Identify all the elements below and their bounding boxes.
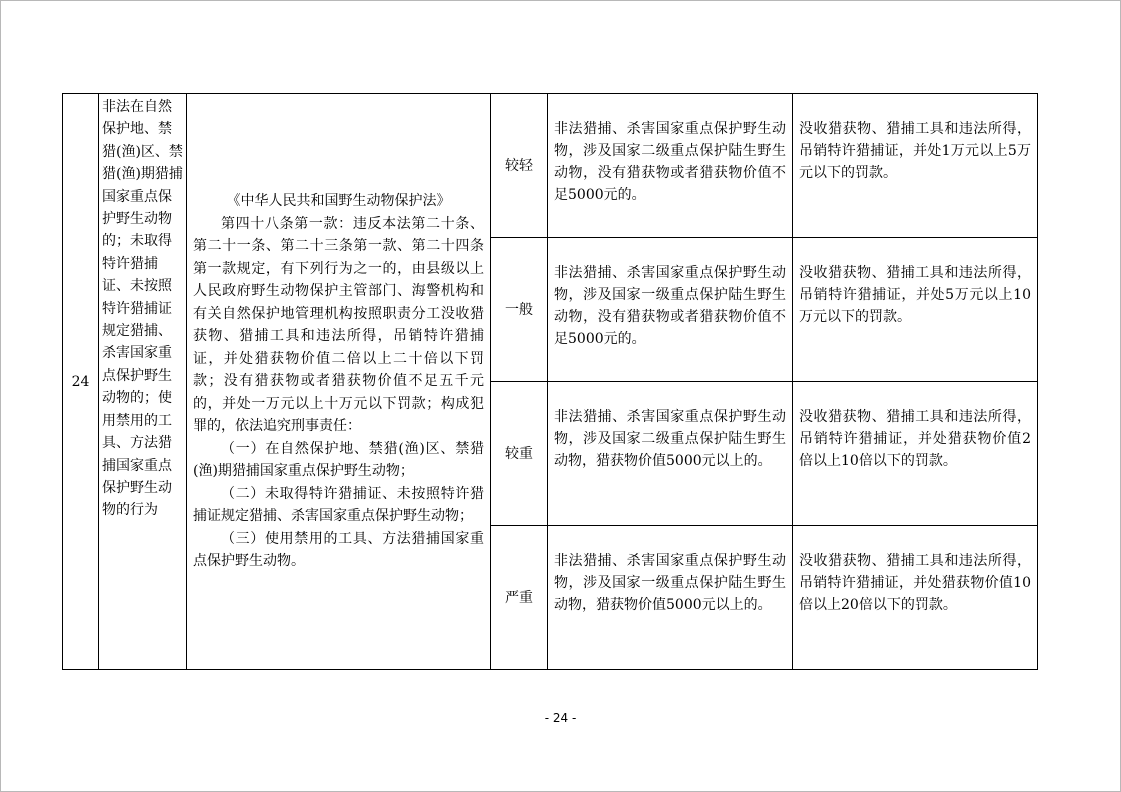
standard-text: 非法猎捕、杀害国家重点保护野生动物，涉及国家一级重点保护陆生野生动物，没有猎获物或者猎获物价值不足5000元的。 [554,265,786,347]
law-title: 《中华人民共和国野生动物保护法》 [226,193,451,210]
level-cell [491,238,548,382]
penalty-text: 没收猎获物、猎捕工具和违法所得，吊销特许猎捕证，并处猎获物价值2倍以上10倍以下的罚款。 [799,409,1031,469]
level-cell [491,526,548,670]
standard-text: 非法猎捕、杀害国家重点保护野生动物，涉及国家二级重点保护陆生野生动物，没有猎获物或者猎获物价值不足5000元的。 [554,121,786,203]
standard-cell [548,526,793,670]
row-number-cell [63,94,99,670]
law-article: 第四十八条第一款：违反本法第二十条、第二十一条、第二十三条第一款、第二十四条第一款规定，有下列行为之一的，由县级以上人民政府野生动物保护主管部门、海警机构和有关自然保护地管理机构按照职责分工没收猎获物、猎捕工具和违法所得，吊销特许猎捕证，并处猎获物价值二倍以上二十倍以下罚款；没有猎获物或者猎获物价值不足五千元的，并处一万元以上十万元以下罚款；构成犯罪的，依法追究刑事责任： [193,215,484,435]
level-label: 较轻 [505,157,533,174]
penalty-text: 没收猎获物、猎捕工具和违法所得，吊销特许猎捕证，并处猎获物价值10倍以上20倍以下的罚款。 [799,553,1031,613]
penalty-standard-table [62,93,1038,670]
behavior-cell [99,94,187,670]
penalty-text: 没收猎获物、猎捕工具和违法所得，吊销特许猎捕证，并处5万元以上10万元以下的罚款。 [799,265,1031,325]
standard-cell [548,238,793,382]
behavior-text: 非法在自然保护地、禁猎(渔)区、禁猎(渔)期猎捕国家重点保护野生动物的；未取得特许猎捕证、未按照特许猎捕证规定猎捕、杀害国家重点保护野生动物的；使用禁用的工具、方法猎捕国家重点保护野生动物的行为 [102,99,183,519]
law-item-2: （二）未取得特许猎捕证、未按照特许猎捕证规定猎捕、杀害国家重点保护野生动物； [193,485,484,525]
penalty-cell [793,382,1038,526]
penalty-cell [793,94,1038,238]
standard-cell [548,94,793,238]
penalty-cell [793,238,1038,382]
legal-basis-text [193,190,484,573]
level-cell [491,382,548,526]
law-item-1: （一）在自然保护地、禁猎(渔)区、禁猎(渔)期猎捕国家重点保护野生动物； [193,440,484,480]
level-label: 较重 [505,445,533,462]
legal-basis-cell [187,94,491,670]
law-item-3: （三）使用禁用的工具、方法猎捕国家重点保护野生动物。 [193,530,484,570]
penalty-cell [793,526,1038,670]
page-number: - 24 - [544,711,577,725]
level-cell [491,94,548,238]
standard-text: 非法猎捕、杀害国家重点保护野生动物，涉及国家二级重点保护陆生野生动物，猎获物价值5000元以上的。 [554,409,786,469]
penalty-text: 没收猎获物、猎捕工具和违法所得，吊销特许猎捕证，并处1万元以上5万元以下的罚款。 [799,121,1031,181]
level-label: 一般 [505,301,533,318]
standard-text: 非法猎捕、杀害国家重点保护野生动物，涉及国家一级重点保护陆生野生动物，猎获物价值5000元以上的。 [554,553,786,613]
table-row [63,94,1038,238]
row-number: 24 [71,373,90,390]
level-label: 严重 [505,589,533,606]
standard-cell [548,382,793,526]
